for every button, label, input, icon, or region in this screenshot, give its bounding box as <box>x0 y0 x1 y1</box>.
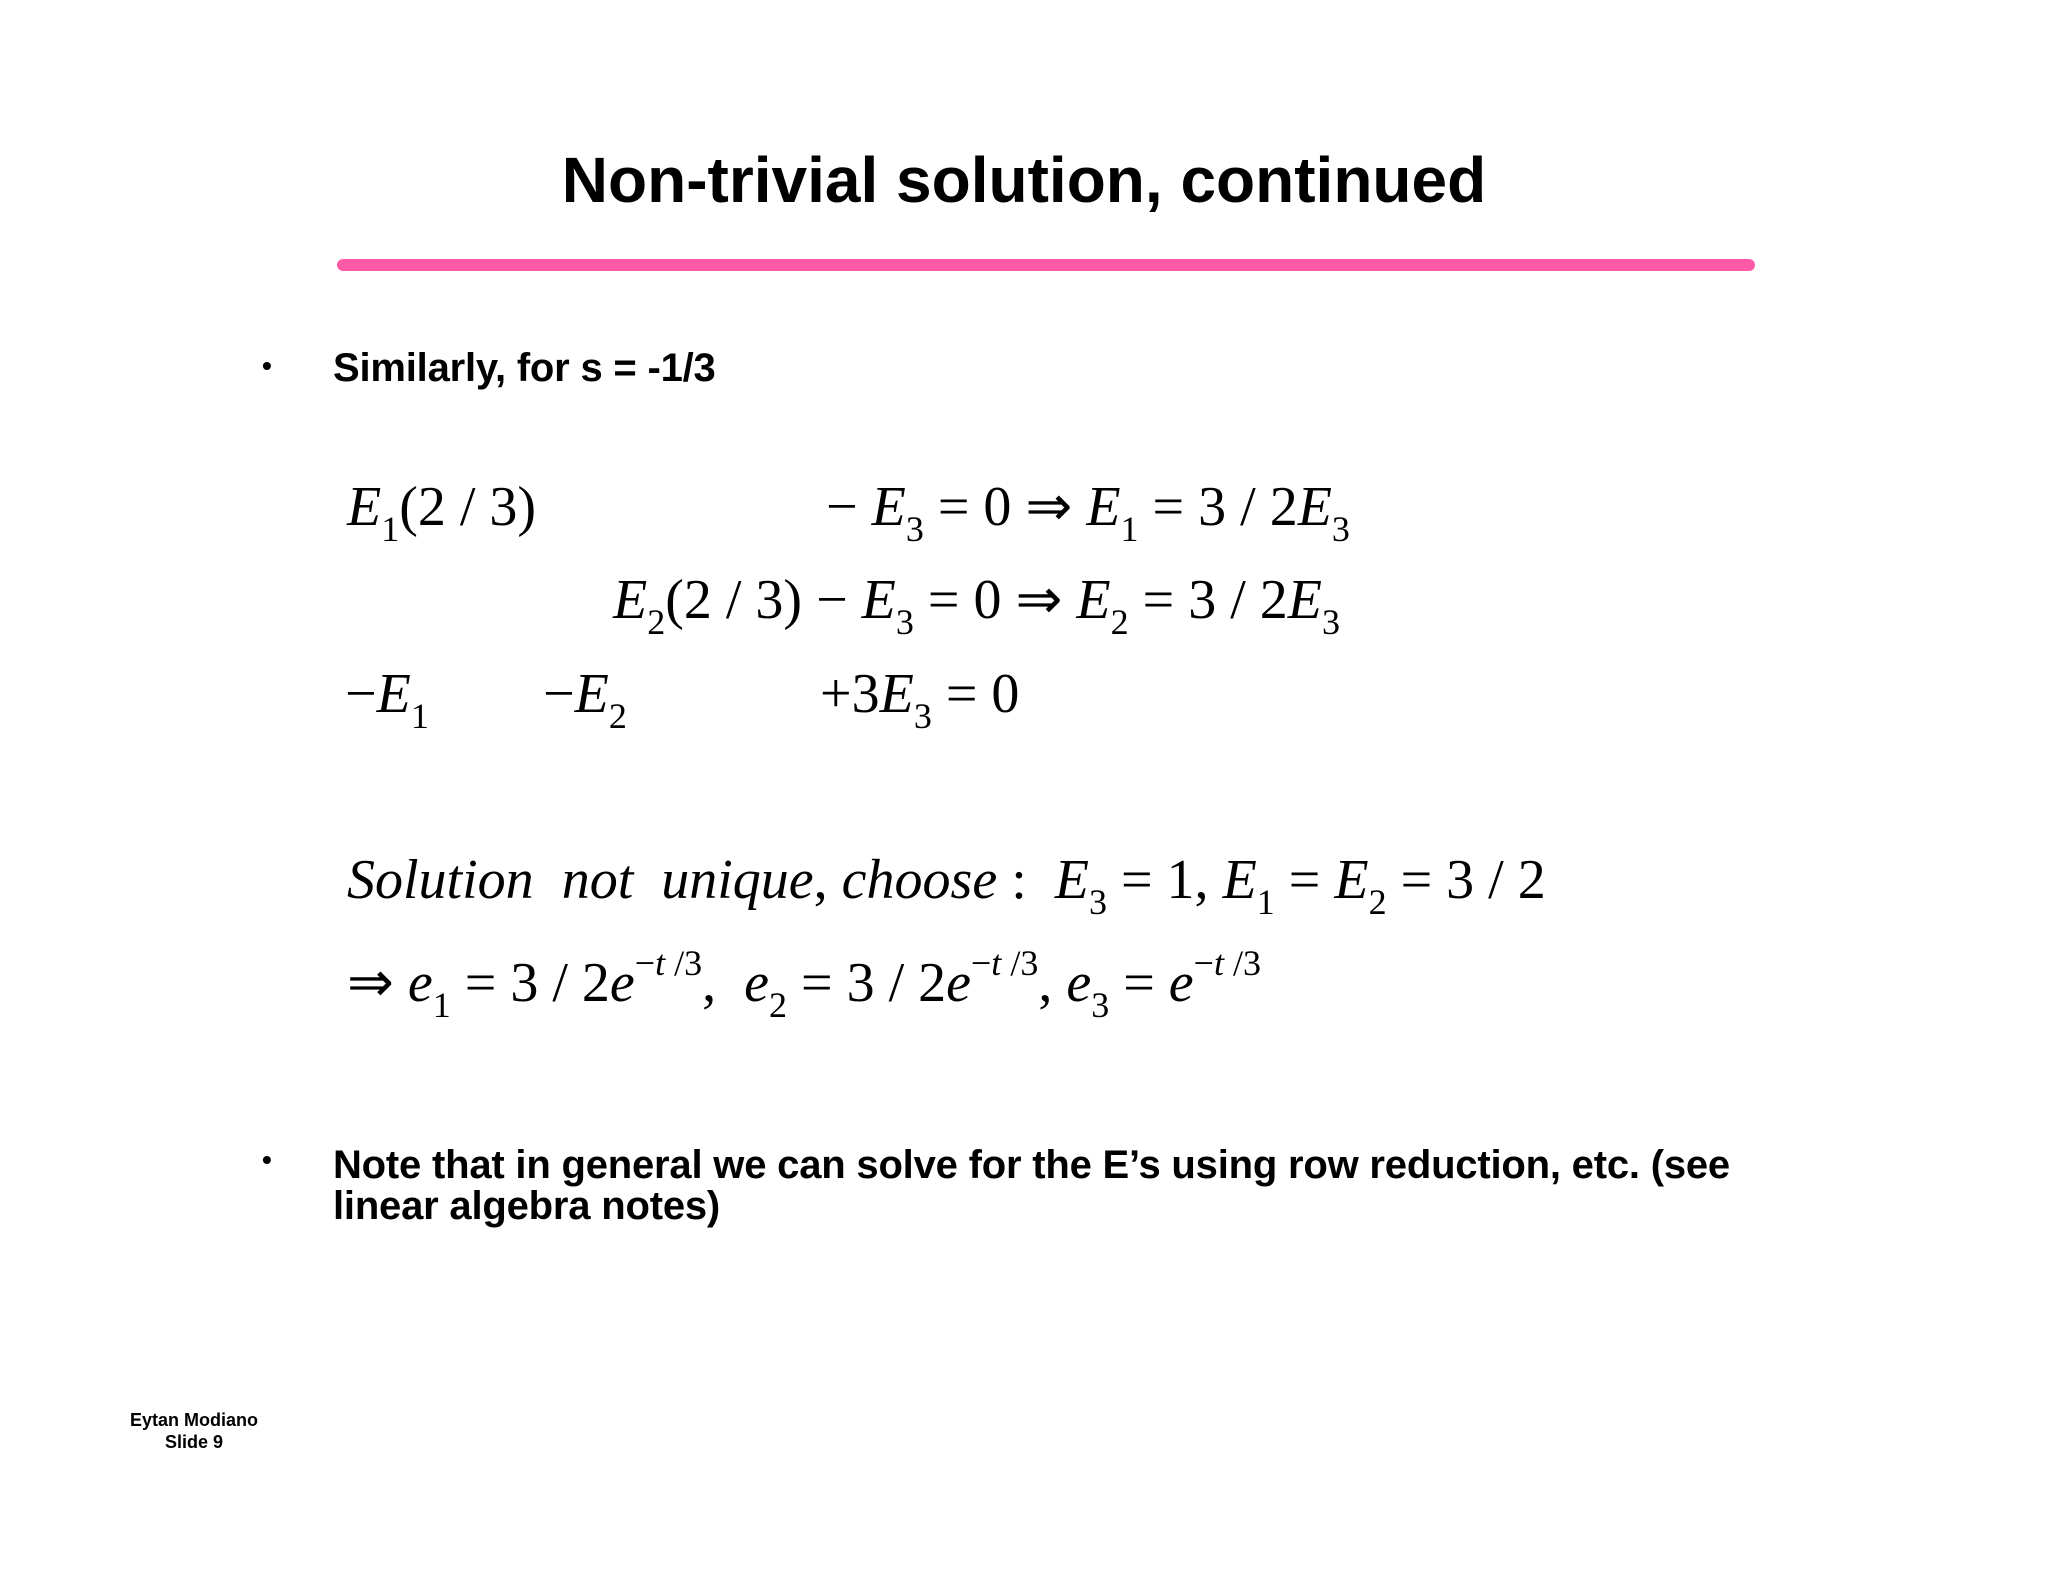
equation-row-3-term-1: $-E_1$ <box>345 663 429 736</box>
bullet-text-1: Similarly, for s = -1/3 <box>333 346 716 390</box>
equation-row-1-left: $E_1(2 / 3)$ <box>347 476 537 549</box>
solution-statement: Solution not unique, choose : $E_3 = 1$, $E_1 = E_2 = 3 / 2$ <box>347 849 1546 922</box>
bullet-marker-2: • <box>262 1144 272 1175</box>
slide-title: Non-trivial solution, continued <box>561 144 1487 216</box>
equation-row-2: $E_2(2 / 3) - E_3 = 0$ ⇒ $E_2 = 3 / 2E_3$ <box>613 569 1340 642</box>
equation-row-3-term-3: $+3E_3 = 0$ <box>820 663 1020 736</box>
footer-slide-number: Slide 9 <box>164 1432 224 1452</box>
result-equation: ⇒ $e_1 = 3 / 2e^{-t /3}$, $e_2 = 3 / 2e^{-t /3}$, $e_3 = e^{-t /3}$ <box>347 943 1261 1025</box>
equation-row-1-right: − $E_3 = 0$ ⇒ $E_1 = 3 / 2E_3$ <box>826 476 1350 549</box>
slide-footer <box>128 1409 260 1453</box>
bullet-text-2: Note that in general we can solve for the E’s using row reduction, etc. (see linear algebra notes) <box>333 1143 1730 1228</box>
footer-author: Eytan Modiano <box>129 1410 258 1430</box>
equation-row-3-term-2: $-E_2$ <box>543 663 627 736</box>
bullet-marker-1: • <box>262 350 272 381</box>
title-underline <box>337 259 1755 271</box>
